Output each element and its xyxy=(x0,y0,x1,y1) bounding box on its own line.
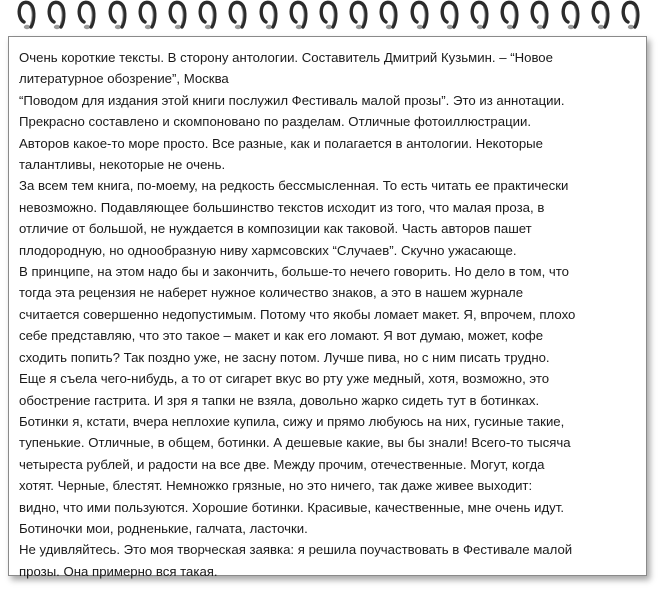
text-line: Еще я съела чего-нибудь, а то от сигарет вкус во рту уже медный, хотя, возможно, это xyxy=(19,371,550,387)
spiral-binding-ring-icon xyxy=(76,0,98,34)
spiral-binding-ring-icon xyxy=(318,0,340,34)
spiral-binding-ring-icon xyxy=(16,0,38,34)
text-line: Ботиночки мои, родненькие, галчата, ласточки. xyxy=(19,520,308,536)
text-line: невозможно. Подавляющее большинство текстов исходит из того, что малая проза, в xyxy=(19,199,545,215)
spiral-binding-ring-icon xyxy=(560,0,582,34)
text-line: плодородную, но однообразную ниву хармсовских “Случаев”. Скучно ужасающе. xyxy=(19,242,517,258)
spiral-binding xyxy=(0,0,661,40)
spiral-binding-ring-icon xyxy=(137,0,159,34)
text-line: Не удивляйтесь. Это моя творческая заявка: я решила поучаствовать в Фестивале малой xyxy=(19,542,573,558)
spiral-binding-ring-icon xyxy=(348,0,370,34)
text-line: За всем тем книга, по-моему, на редкость бессмысленная. То есть читать ее практически xyxy=(19,178,569,194)
text-line: хотят. Черные, блестят. Немножко грязные, но это ничего, так даже живее выходит: xyxy=(19,478,533,494)
spiral-binding-ring-icon xyxy=(197,0,219,34)
text-line: четыреста рублей, и радости на все две. Между прочим, отечественные. Могут, когда xyxy=(19,456,545,472)
text-line: талантливы, некоторые не очень. xyxy=(19,157,226,173)
text-line: тогда эта рецензия не наберет нужное количество знаков, а это в нашем журнале xyxy=(19,285,524,301)
spiral-binding-ring-icon xyxy=(439,0,461,34)
spiral-binding-ring-icon xyxy=(409,0,431,34)
spiral-binding-ring-icon xyxy=(378,0,400,34)
text-line: “Поводом для издания этой книги послужил Фестиваль малой прозы”. Это из аннотации. xyxy=(19,92,565,108)
text-line: обострение гастрита. И зря я тапки не взяла, довольно жарко сидеть тут в ботинках. xyxy=(19,392,540,408)
spiral-binding-ring-icon xyxy=(107,0,129,34)
notebook-page xyxy=(8,36,647,579)
text-line: Прекрасно составлено и скомпоновано по разделам. Отличные фотоиллюстрации. xyxy=(19,114,532,130)
text-line: сходить попить? Так поздно уже, не засну потом. Лучше пива, но с ним писать трудно. xyxy=(19,349,550,365)
text-line: Авторов какое-то море просто. Все разные, как и полагается в антологии. Некоторые xyxy=(19,135,543,151)
text-line: отличие от большой, не нуждается в композиции как таковой. Часть авторов пашет xyxy=(19,221,532,237)
spiral-binding-ring-icon xyxy=(258,0,280,34)
text-line: видно, что ими пользуются. Хорошие ботинки. Красивые, качественные, мне очень идут. xyxy=(19,499,564,515)
review-text xyxy=(19,47,637,582)
spiral-binding-ring-icon xyxy=(499,0,521,34)
text-line: литературное обозрение”, Москва xyxy=(19,71,229,87)
spiral-binding-ring-icon xyxy=(288,0,310,34)
spiral-binding-ring-icon xyxy=(167,0,189,34)
text-line: тупенькие. Отличные, в общем, ботинки. А дешевые какие, вы бы знали! Всего-то тысяча xyxy=(19,435,571,451)
spiral-binding-ring-icon xyxy=(469,0,491,34)
text-line: прозы. Она примерно вся такая. xyxy=(19,563,218,579)
spiral-binding-ring-icon xyxy=(46,0,68,34)
spiral-binding-ring-icon xyxy=(590,0,612,34)
text-line: Ботинки я, кстати, вчера неплохие купила, сижу и прямо любуюсь на них, гусиные такие, xyxy=(19,413,565,429)
text-line: В принципе, на этом надо бы и закончить, больше-то нечего говорить. Но дело в том, что xyxy=(19,264,569,280)
text-line: Очень короткие тексты. В сторону антологии. Составитель Дмитрий Кузьмин. – “Новое xyxy=(19,50,553,65)
text-line: считается совершенно недопустимым. Потому что якобы ломает макет. Я, впрочем, плохо xyxy=(19,306,576,322)
spiral-binding-ring-icon xyxy=(620,0,642,34)
text-line: себе представляю, что это такое – макет и как его ломают. Я вот думаю, может, кофе xyxy=(19,328,544,344)
spiral-binding-ring-icon xyxy=(529,0,551,34)
spiral-binding-ring-icon xyxy=(227,0,249,34)
